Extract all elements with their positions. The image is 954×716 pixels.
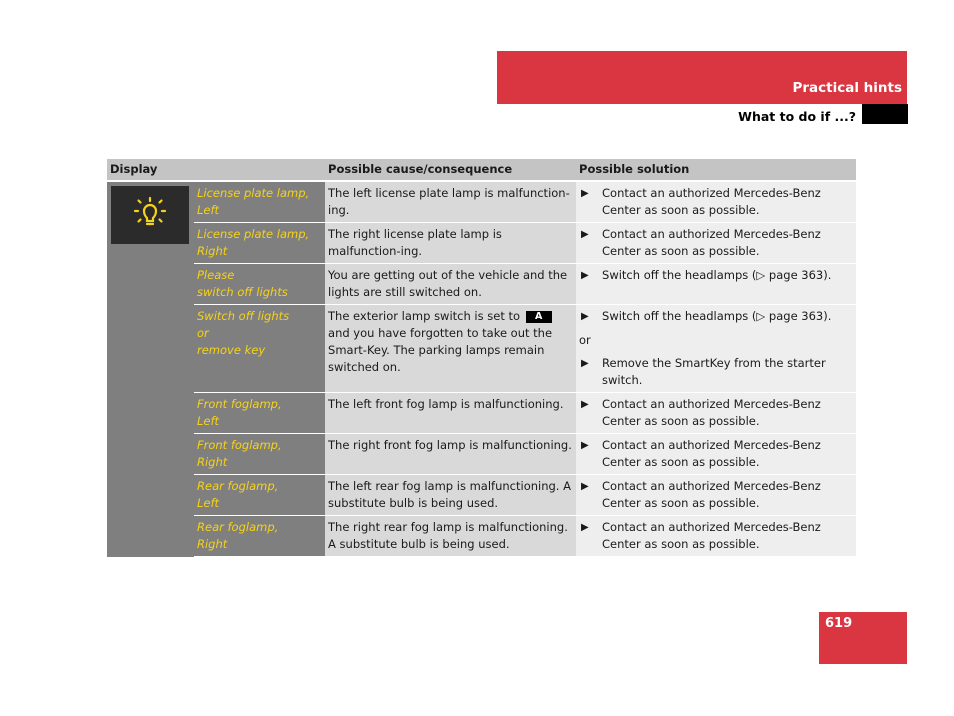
section-tab-marker xyxy=(862,104,908,124)
display-message: License plate lamp, Left xyxy=(194,181,325,223)
section-title: Practical hints xyxy=(792,80,902,96)
display-panel xyxy=(111,186,189,244)
exterior-lamp-warning-icon xyxy=(130,195,170,235)
or-separator: or xyxy=(579,333,591,347)
cause-cell: The exterior lamp switch is set to A and you have forgotten to take out the Smart-Key. The parking lamps remain switched on. xyxy=(325,305,576,393)
solution-cell: ▶ Contact an authorized Mercedes-Benz Center as soon as possible. xyxy=(576,223,856,264)
lamp-switch-auto-badge: A xyxy=(526,311,552,323)
table-row xyxy=(107,264,856,305)
cause-cell: The left rear fog lamp is malfunctioning. A substitute bulb is being used. xyxy=(325,475,576,516)
cause-cell: The right license plate lamp is malfunction-ing. xyxy=(325,223,576,264)
table-row xyxy=(107,181,856,223)
header-cause: Possible cause/consequence xyxy=(325,159,576,181)
table-header-row xyxy=(107,159,856,181)
solution-cell: ▶ Switch off the headlamps (▷ page 363). or ▶ Remove the SmartKey from the starter switch. xyxy=(576,305,856,393)
cause-cell: You are getting out of the vehicle and the lights are still switched on. xyxy=(325,264,576,305)
bullet-arrow-icon: ▶ xyxy=(581,440,589,451)
display-message: License plate lamp, Right xyxy=(194,223,325,264)
page-number: 619 xyxy=(825,616,853,631)
table-row xyxy=(107,434,856,475)
troubleshooting-table xyxy=(107,159,856,557)
bullet-arrow-icon: ▶ xyxy=(581,229,589,240)
display-message: Rear foglamp, Right xyxy=(194,516,325,557)
table-row xyxy=(107,516,856,557)
display-icon-cell xyxy=(107,181,194,557)
table-row xyxy=(107,305,856,393)
solution-cell: ▶ Contact an authorized Mercedes-Benz Center as soon as possible. xyxy=(576,434,856,475)
bullet-arrow-icon: ▶ xyxy=(581,399,589,410)
bullet-arrow-icon: ▶ xyxy=(581,358,589,369)
cause-cell: The right rear fog lamp is malfunctioning. A substitute bulb is being used. xyxy=(325,516,576,557)
bullet-arrow-icon: ▶ xyxy=(581,522,589,533)
solution-cell: ▶ Contact an authorized Mercedes-Benz Center as soon as possible. xyxy=(576,393,856,434)
display-message: Front foglamp, Left xyxy=(194,393,325,434)
display-message: Rear foglamp, Left xyxy=(194,475,325,516)
solution-cell: ▶ Contact an authorized Mercedes-Benz Center as soon as possible. xyxy=(576,475,856,516)
table-row xyxy=(107,223,856,264)
table-row xyxy=(107,475,856,516)
cause-cell: The left front fog lamp is malfunctioning. xyxy=(325,393,576,434)
bullet-arrow-icon: ▶ xyxy=(581,481,589,492)
solution-cell: ▶ Contact an authorized Mercedes-Benz Center as soon as possible. xyxy=(576,181,856,223)
display-message: Please switch off lights xyxy=(194,264,325,305)
bullet-arrow-icon: ▶ xyxy=(581,311,589,322)
solution-cell: ▶ Contact an authorized Mercedes-Benz Center as soon as possible. xyxy=(576,516,856,557)
solution-cell: ▶ Switch off the headlamps (▷ page 363). xyxy=(576,264,856,305)
cause-cell: The right front fog lamp is malfunctioning. xyxy=(325,434,576,475)
header-solution: Possible solution xyxy=(576,159,856,181)
bullet-arrow-icon: ▶ xyxy=(581,270,589,281)
header-display: Display xyxy=(107,159,325,181)
display-message: Front foglamp, Right xyxy=(194,434,325,475)
cause-cell: The left license plate lamp is malfunction-ing. xyxy=(325,181,576,223)
section-header-bar xyxy=(497,51,907,104)
display-message: Switch off lights or remove key xyxy=(194,305,325,393)
bullet-arrow-icon: ▶ xyxy=(581,188,589,199)
table-row xyxy=(107,393,856,434)
subsection-title: What to do if ...? xyxy=(738,109,856,124)
